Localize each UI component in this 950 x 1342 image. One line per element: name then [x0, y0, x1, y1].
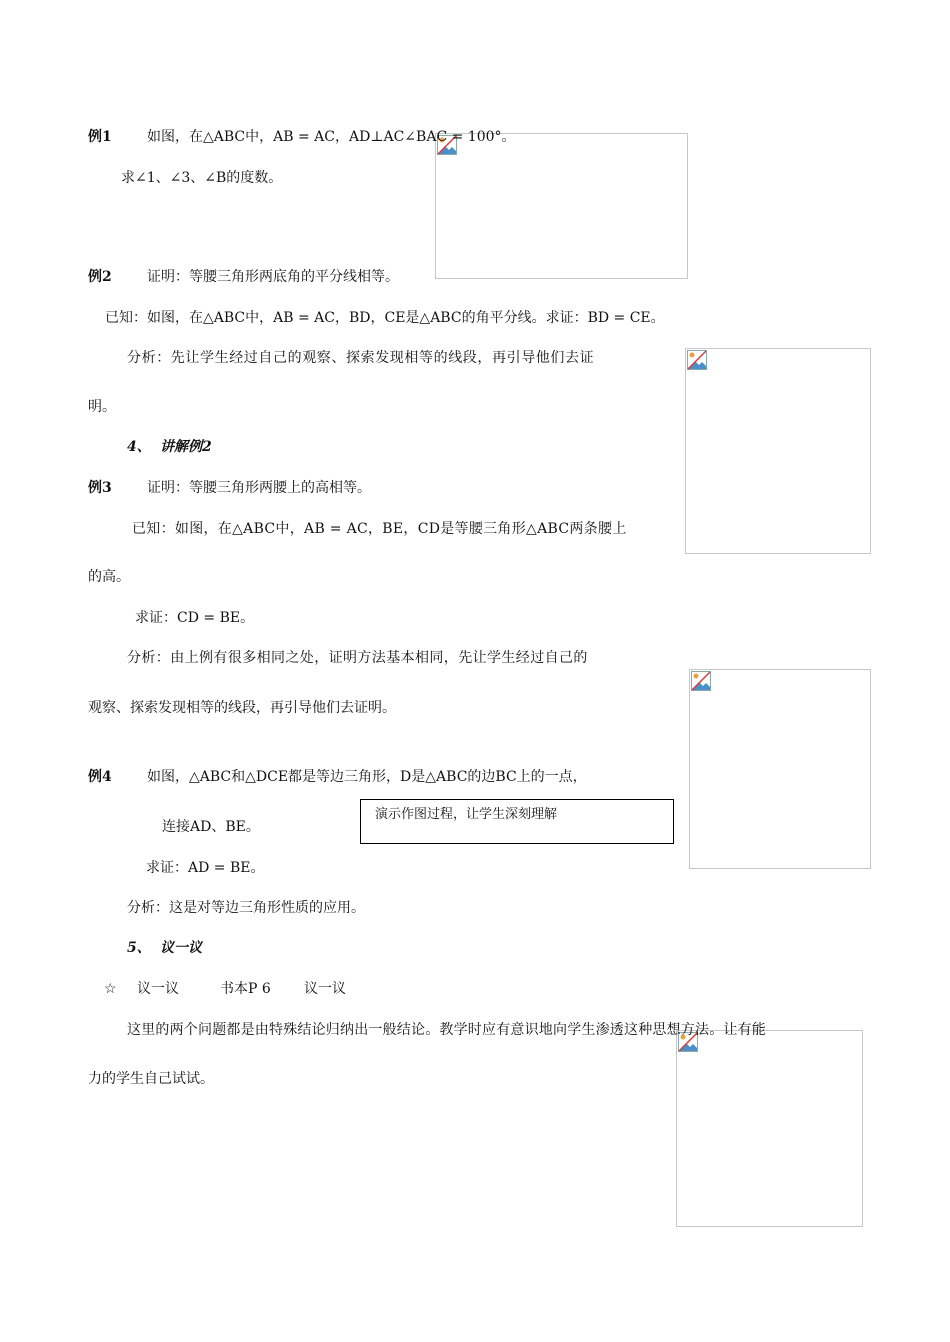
star-icon: ☆ [104, 981, 117, 997]
section-4-number: 4、 [127, 439, 151, 455]
example-2-label: 例2 [88, 269, 112, 285]
example-3-given-cont: 的高。 [88, 569, 130, 585]
example-3-prove: 求证：CD = BE。 [135, 610, 255, 626]
example-1-question: 求∠1、∠3、∠B的度数。 [121, 170, 283, 186]
example-2-given: 已知：如图，在△ABC中，AB = AC，BD，CE是△ABC的角平分线。求证：BD = CE。 [105, 310, 665, 326]
example-4-label: 例4 [88, 769, 112, 785]
discuss-item-2: 书本P 6 [220, 981, 271, 997]
example-2-analysis-cont: 明。 [88, 399, 116, 415]
closing-paragraph-cont: 力的学生自己试试。 [88, 1071, 214, 1087]
discuss-item-1: 议一议 [137, 981, 179, 997]
example-3-analysis: 分析：由上例有很多相同之处，证明方法基本相同，先让学生经过自己的 [127, 650, 588, 666]
example-1-statement: 如图，在△ABC中，AB = AC，AD⊥AC∠BAC = 100°。 [147, 129, 516, 145]
closing-paragraph: 这里的两个问题都是由特殊结论归纳出一般结论。教学时应有意识地向学生渗透这种思想方法。让有能 [127, 1022, 766, 1038]
example-3-label: 例3 [88, 480, 112, 496]
callout-box [360, 799, 674, 844]
example-3-analysis-cont: 观察、探索发现相等的线段，再引导他们去证明。 [88, 700, 396, 716]
section-5-title: 议一议 [160, 940, 202, 956]
example-2-analysis: 分析：先让学生经过自己的观察、探索发现相等的线段，再引导他们去证 [127, 350, 595, 366]
figure-ex2-image [685, 348, 871, 554]
example-4-connect: 连接AD、BE。 [162, 819, 260, 835]
broken-image-icon [691, 671, 711, 691]
section-5-number: 5、 [127, 940, 151, 956]
figure-ex4-image [676, 1030, 863, 1227]
example-3-statement: 证明：等腰三角形两腰上的高相等。 [147, 480, 371, 496]
example-1-label: 例1 [88, 129, 112, 145]
example-4-prove: 求证：AD = BE。 [146, 860, 265, 876]
example-4-statement: 如图，△ABC和△DCE都是等边三角形，D是△ABC的边BC上的一点， [147, 769, 587, 785]
discuss-item-3: 议一议 [304, 981, 346, 997]
figure-ex1-image [435, 133, 688, 279]
figure-ex3-image [689, 669, 871, 869]
example-4-analysis: 分析：这是对等边三角形性质的应用。 [127, 900, 365, 916]
broken-image-icon [687, 350, 707, 370]
callout-text: 演示作图过程，让学生深刻理解 [375, 807, 558, 822]
example-3-given: 已知：如图，在△ABC中，AB = AC，BE，CD是等腰三角形△ABC两条腰上 [132, 521, 627, 537]
example-2-statement: 证明：等腰三角形两底角的平分线相等。 [147, 269, 399, 285]
section-4-title: 讲解例2 [160, 439, 212, 455]
